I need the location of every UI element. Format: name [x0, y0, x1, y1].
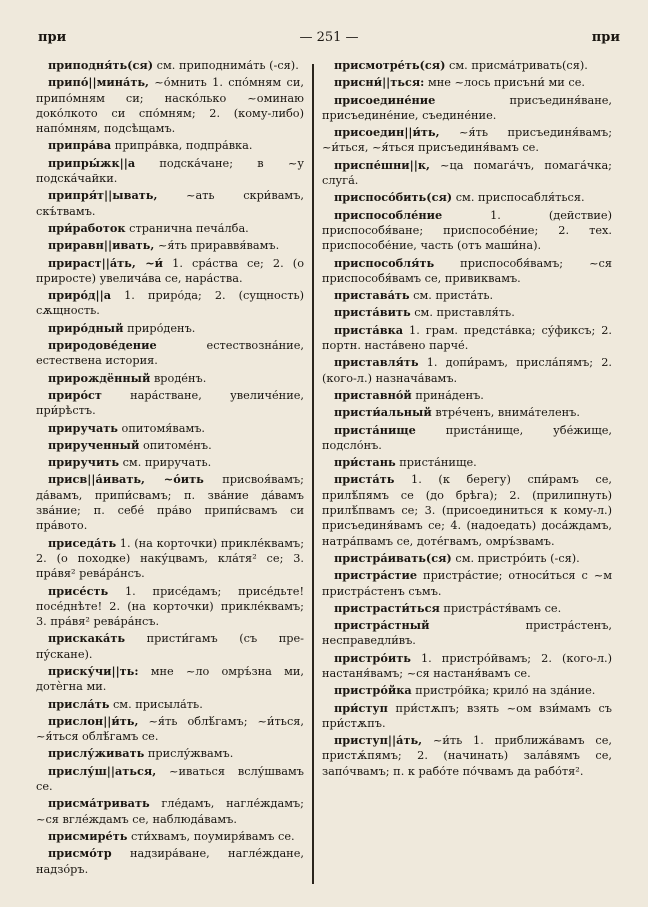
entry-headword: при́ступ — [334, 700, 388, 715]
entry-definition: см. пристро́ить (-ся). — [451, 551, 580, 565]
entry-definition: см. приставля́ть. — [410, 306, 515, 320]
entry-definition: мне ~ло омръ́зна ми, дотѐгна ми. — [36, 664, 304, 694]
dictionary-entry — [36, 536, 304, 582]
entry-headword: присла́ть — [48, 696, 110, 711]
left-column — [36, 58, 304, 896]
entry-headword: присмо́тр — [48, 846, 112, 861]
dictionary-entry — [36, 846, 304, 877]
dictionary-entry — [322, 323, 612, 354]
entry-definition: естествозна́ние, естествена история. — [36, 339, 304, 368]
dictionary-entry — [36, 829, 304, 844]
dictionary-entry — [322, 618, 612, 649]
entry-definition: гле́дамъ, нагле́ждамъ; ~ся вгле́ждамъ се, наблюда́вамъ. — [36, 797, 304, 826]
entry-definition: 1. пристро́йвамъ; 2. (кого-л.) настаня́вамъ; ~ся настаня́вамъ се. — [322, 651, 612, 680]
entry-definition: подска́чане; в ~у подска́чайки. — [36, 156, 304, 186]
dictionary-entry — [36, 75, 304, 136]
entry-definition: опитомя́вамъ. — [117, 421, 206, 435]
page-number: — 251 — — [299, 30, 359, 45]
entry-definition: см. присыла́ть. — [109, 697, 203, 711]
entry-headword: прискака́ть — [48, 631, 126, 646]
entry-headword: прирученный — [48, 437, 140, 452]
entry-definition: ~ать скри́вамъ, скъ́твамъ. — [36, 189, 304, 218]
dictionary-entry — [36, 321, 304, 336]
dictionary-entry — [36, 288, 304, 319]
entry-definition: присвоя́вамъ; да́вамъ, припи́свамъ; п. зва́ние да́вамъ зва́ние; п. себе́ пра́во припи́свамъ си пра́вото. — [36, 473, 304, 533]
column-divider — [312, 64, 314, 884]
dictionary-entry — [36, 697, 304, 712]
entry-definition: ~я́ть облѣ́гамъ; ~и́ться, ~я́ться облѣ́гамъ се. — [36, 714, 304, 744]
entry-definition: пристро́йка; крило́ на зда́ние. — [411, 684, 596, 698]
dictionary-entry — [322, 472, 612, 548]
entry-definition: приста́нище. — [395, 456, 477, 470]
entry-headword: присни́||ться: — [334, 75, 425, 90]
entry-definition: см. приподнима́ть (-ся). — [153, 59, 299, 72]
entry-definition: ~и́ть 1. приближа́вамъ се, пристѫ́пямъ; 2. (начинать) зала́вямъ се, запо́чвамъ; п. к рабо́те по́чвамъ да рабо́тя². — [322, 734, 612, 778]
header-left-word: при — [38, 30, 67, 45]
dictionary-entry — [36, 455, 304, 470]
dictionary-entry — [36, 714, 304, 745]
header-right-word: при — [591, 30, 620, 45]
entry-definition: пристра́стенъ, несправедли́въ. — [322, 619, 612, 648]
dictionary-entry — [36, 238, 304, 253]
entry-headword: приставно́й — [334, 387, 412, 402]
entry-headword: приподня́ть(ся) — [48, 58, 154, 72]
entry-headword: приседа́ть — [48, 535, 117, 550]
dictionary-entry — [322, 601, 612, 616]
entry-headword: присоедине́ние — [334, 92, 436, 107]
entry-definition: см. приручать. — [119, 456, 212, 470]
dictionary-entry — [36, 388, 304, 419]
dictionary-entry — [322, 651, 612, 682]
entry-headword: приручать — [48, 420, 118, 435]
dictionary-entry — [322, 208, 612, 254]
dictionary-entry — [322, 58, 612, 73]
entry-headword: приступ||а́ть, — [334, 733, 423, 748]
dictionary-entry — [36, 631, 304, 662]
entry-definition: 1. (к берегу) спи́рамъ се, прилѣ́пямъ се (до брѣга); 2. (прилипнуть) прилѣ́пвамъ се; 3. (присоединиться к кому-л.) присъединя́вамъ се; 4. (надоедать) доса́ждамъ, натра́пвамъ се, доте́гвамъ, омръ́звамъ. — [322, 473, 612, 548]
entry-definition: вроде́нъ. — [150, 371, 207, 385]
entry-definition: опитоме́нъ. — [139, 438, 212, 452]
entry-definition: пристра́стя́вамъ се. — [439, 601, 562, 615]
entry-headword: прислу́ш||аться, — [48, 763, 157, 778]
entry-headword: приспособле́ние — [334, 207, 443, 222]
dictionary-entry — [322, 568, 612, 599]
dictionary-entry — [322, 75, 612, 90]
entry-definition: странична печа́лба. — [125, 221, 249, 235]
dictionary-entry — [322, 551, 612, 566]
dictionary-entry — [322, 683, 612, 698]
entry-definition: ~иваться вслу́швамъ се. — [36, 764, 304, 794]
dictionary-entry — [36, 138, 304, 153]
dictionary-entry — [36, 188, 304, 219]
entry-headword: присма́тривать — [48, 796, 150, 811]
entry-headword: пристрасти́ться — [334, 600, 440, 615]
entry-definition: приспособя́вамъ; ~ся приспособя́вамъ се, привиквамъ. — [322, 256, 612, 285]
entry-definition: 1. (на корточки) прикле́квамъ; 2. (о походке) наку́цвамъ, кла́тя² се; 3. пра́вя² рева́ра́нсъ. — [36, 536, 304, 581]
entry-headword: приста́ть — [334, 472, 395, 487]
dictionary-entry — [322, 388, 612, 403]
entry-headword: приспособля́ть — [334, 255, 435, 270]
entry-headword: прислу́живать — [48, 746, 145, 761]
entry-definition: 1. грам. предста́вка; су́фиксъ; 2. портн. наста́вено парче́. — [322, 323, 612, 353]
entry-definition: присъединя́ване, присъедине́ние, съедине́ние. — [322, 93, 612, 122]
entry-headword: приручить — [48, 455, 119, 470]
entry-headword: приста́нище — [334, 422, 416, 437]
entry-headword: присмотре́ть(ся) — [334, 58, 446, 72]
entry-definition: 1. приро́да; 2. (сущность) сѫщность. — [36, 289, 304, 318]
entry-headword: присв||а́ивать, ~о́ить — [48, 472, 204, 487]
dictionary-entry — [36, 472, 304, 533]
dictionary-entry — [322, 158, 612, 189]
dictionary-entry — [36, 764, 304, 795]
entry-definition: ~ца помага́чъ, помага́чка; слуга́. — [322, 158, 612, 188]
dictionary-entry — [322, 455, 612, 470]
entry-headword: пристро́йка — [334, 683, 412, 698]
dictionary-entry — [322, 93, 612, 124]
page-header — [38, 30, 620, 50]
dictionary-entry — [36, 221, 304, 236]
dictionary-entry — [36, 664, 304, 695]
entry-headword: прислон||и́ть, — [48, 713, 139, 728]
entry-headword: присти́альный — [334, 405, 432, 420]
dictionary-entry — [36, 584, 304, 630]
entry-headword: припо́||мина́ть, — [48, 75, 149, 90]
entry-headword: присоедин||и́ть, — [334, 125, 440, 140]
entry-definition: 1. (действие) приспособя́ване; приспособе́ние; 2. тех. приспособе́ние, часть (отъ маши́на). — [322, 208, 612, 253]
entry-headword: прираст||а́ть, ~и́ — [48, 255, 164, 270]
entry-headword: пристро́ить — [334, 650, 411, 665]
dictionary-entry — [322, 405, 612, 420]
entry-definition: надзира́ване, нагле́ждане, надзо́ръ. — [36, 847, 304, 876]
entry-headword: присмире́ть — [48, 828, 128, 843]
entry-headword: приспосо́бить(ся) — [334, 190, 453, 205]
dictionary-entry — [36, 796, 304, 827]
entry-definition: 1. сра́ства се; 2. (о приросте) увелича́ва се, нара́ства. — [36, 256, 304, 285]
entry-definition: пристра́стие; относи́ться с ~м пристра́стенъ съмъ. — [322, 569, 612, 598]
entry-headword: присе́сть — [48, 583, 109, 598]
dictionary-entry — [36, 156, 304, 187]
entry-headword: пристра́стный — [334, 618, 430, 633]
entry-headword: пристра́ивать(ся) — [334, 550, 452, 565]
entry-headword: природове́дение — [48, 338, 157, 353]
entry-definition: нара́стване, увеличе́ние, при́рѣстъ. — [36, 388, 304, 418]
dictionary-entry — [322, 256, 612, 287]
dictionary-entry — [36, 421, 304, 436]
entry-headword: приро́д||а — [48, 288, 112, 303]
entry-headword: прирождённый — [48, 370, 151, 385]
dictionary-entry — [322, 190, 612, 205]
entry-definition: см. приста́ть. — [409, 289, 494, 303]
entry-definition: втре́ченъ, внима́теленъ. — [431, 406, 580, 420]
entry-headword: приро́дный — [48, 320, 124, 335]
entry-headword: приста́вка — [334, 322, 404, 337]
entry-headword: пристава́ть — [334, 288, 410, 303]
entry-definition: мне ~лось присъни́ ми се. — [424, 76, 586, 90]
entry-definition: ~я́ть прираввя́вамъ. — [154, 239, 280, 253]
entry-headword: приравн||ивать, — [48, 238, 155, 253]
entry-headword: пристра́стие — [334, 568, 418, 583]
entry-headword: приспе́шни||к, — [334, 157, 430, 172]
entry-headword: припры́жк||а — [48, 155, 136, 170]
dictionary-entry — [322, 125, 612, 156]
entry-definition: 1. допи́рамъ, присла́пямъ; 2. (кого-л.) назнача́вамъ. — [322, 356, 612, 385]
entry-headword: при́работок — [48, 220, 126, 235]
right-column — [322, 58, 612, 896]
dictionary-entry — [36, 746, 304, 761]
entry-definition: присти́гамъ (съ пре-пу́скане). — [36, 632, 304, 661]
entry-definition: сти́хвамъ, поумиря́вамъ се. — [127, 829, 295, 843]
entry-headword: приску́чи||ть: — [48, 663, 139, 678]
dictionary-entry — [322, 423, 612, 454]
entry-definition: см. приспосабля́ться. — [452, 191, 585, 205]
dictionary-entry — [36, 338, 304, 369]
entry-definition: ~о́мнить 1. спо́мням си, припо́мням си; наско́лько ~оминаю доко́лкото си спо́мням; 2. (кому-либо) напо́мням, подсѣщамъ. — [36, 76, 304, 136]
entry-definition: ~я́ть присъединя́вамъ; ~и́ться, ~я́ться присъединя́вамъ се. — [322, 126, 612, 155]
entry-definition: прина́денъ. — [411, 388, 484, 402]
entry-headword: при́стань — [334, 455, 396, 470]
dictionary-entry — [36, 58, 304, 73]
dictionary-entry — [36, 371, 304, 386]
entry-headword: припра́ва — [48, 138, 112, 153]
entry-headword: припря́т||ывать, — [48, 188, 158, 203]
entry-definition: приро́денъ. — [123, 321, 196, 335]
entry-definition: прислу́жвамъ. — [144, 747, 234, 761]
entry-definition: 1. присе́дамъ; присе́дьте! посе́днѣте! 2. (на корточки) прикле́квамъ; 3. пра́вя² рева́ра́нсъ. — [36, 584, 304, 629]
entry-headword: приста́вить — [334, 305, 411, 320]
entry-definition: см. присма́тривать(ся). — [445, 59, 588, 72]
dictionary-entry — [36, 256, 304, 287]
entry-headword: приставля́ть — [334, 355, 419, 370]
dictionary-entry — [322, 288, 612, 303]
dictionary-entry — [36, 438, 304, 453]
dictionary-entry — [322, 701, 612, 732]
entry-headword: приро́ст — [48, 387, 102, 402]
dictionary-entry — [322, 733, 612, 779]
entry-definition: припра́вка, подпра́вка. — [111, 139, 253, 153]
entry-definition: приста́нище, убе́жище, подсло́нъ. — [322, 423, 612, 452]
entry-definition: при́стѫпъ; взять ~ом взи́мамъ съ при́стѫпъ. — [322, 701, 612, 730]
dictionary-entry — [322, 305, 612, 320]
dictionary-entry — [322, 355, 612, 386]
